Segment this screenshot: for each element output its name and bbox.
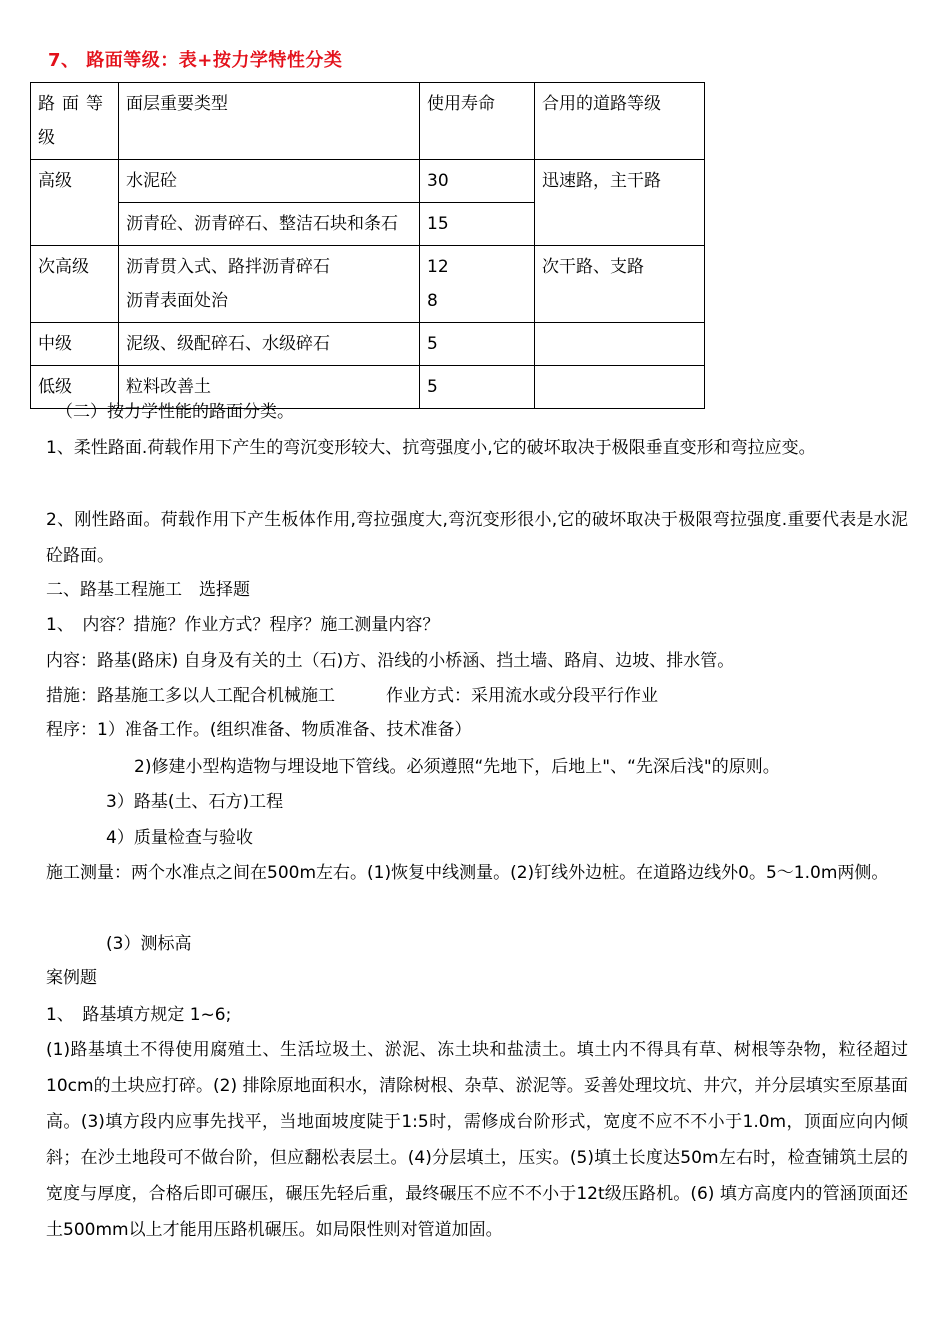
header-grade: 路面等级 [31,83,119,160]
paragraph: 1、柔性路面.荷载作用下产生的弯沉变形较大、抗弯强度小,它的破坏取决于极限垂直变形和弯拉应变。 [46,438,816,458]
paragraph: 2、刚性路面。荷载作用下产生板体作用,弯拉强度大,弯沉变形很小,它的破坏取决于极限弯拉强度.重要代表是水泥砼路面。 [46,510,908,566]
paragraph: (3）测标高 [106,934,192,954]
paragraph: 二、路基工程施工 选择题 [46,580,250,600]
cell-high-type-2: 沥青砼、沥青碎石、整洁石块和条石 [119,203,420,246]
paragraph: 1、 内容？措施？作业方式？程序？施工测量内容？ [46,615,440,635]
paragraph: 3）路基(土、石方)工程 [106,792,284,812]
cell-sub-type-2: 沥青表面处治 [126,291,228,311]
cell-low-type: 粒料改善土 [119,366,420,409]
paragraph: 施工测量：两个水准点之间在500m左右。(1)恢复中线测量。(2)钉线外边桩。在道路边线外0。5～1.0m两侧。 [46,863,889,883]
header-road: 合用的道路等级 [535,83,705,160]
table-row [31,323,705,366]
paragraph: 案例题 [46,968,97,988]
cell-high-type-1: 水泥砼 [119,160,420,203]
cell-sub-type-1: 沥青贯入式、路拌沥青碎石 [126,257,330,277]
table-row [31,246,705,323]
pavement-grade-table [30,82,705,409]
cell-sub-road: 次干路、支路 [535,246,705,323]
cell-mid-grade: 中级 [31,323,119,366]
cell-high-life-2: 15 [420,203,535,246]
cell-sub-type [119,246,420,323]
paragraph: 措施：路基施工多以人工配合机械施工 作业方式：采用流水或分段平行作业 [46,686,658,706]
cell-low-life: 5 [420,366,535,409]
header-life: 使用寿命 [420,83,535,160]
paragraph: 程序：1）准备工作。(组织准备、物质准备、技术准备） [46,720,472,740]
table-header-row [31,83,705,160]
paragraph: (1)路基填土不得使用腐殖土、生活垃圾土、淤泥、冻土块和盐渍土。填土内不得具有草、树根等杂物，粒径超过10cm的土块应打碎。(2) 排除原地面积水，清除树根、杂草、淤泥等。妥善处理坟坑、井穴，并分层填实至原基面高。(3)填方段内应事先找平，当地面坡度陡于1:5时，需修成台阶形式，宽度不应不不小于1.0m，顶面应向内倾斜；在沙土地段可不做台阶，但应翻松表层土。(4)分层填土，压实。(5)填土长度达50m左右时，检查铺筑土层的宽度与厚度，合格后即可碾压，碾压先轻后重，最终碾压不应不不小于12t级压路机。(6) 填方高度内的管涵顶面还土500mm以上才能用压路机碾压。如局限性则对管道加固。 [46,1040,908,1240]
cell-sub-life-1: 12 [427,257,449,277]
cell-mid-road [535,323,705,366]
paragraph: 内容：路基(路床) 自身及有关的土（石)方、沿线的小桥涵、挡土墙、路肩、边坡、排水管。 [46,651,735,671]
cell-sub-life [420,246,535,323]
cell-sub-life-2: 8 [427,291,438,311]
cell-mid-life: 5 [420,323,535,366]
table-row [31,160,705,203]
cell-sub-grade: 次高级 [31,246,119,323]
paragraph: 4）质量检查与验收 [106,828,253,848]
cell-high-life-1: 30 [420,160,535,203]
cell-high-grade: 高级 [31,160,119,246]
section-heading: 7、 路面等级：表+按力学特性分类 [48,50,343,71]
cell-mid-type: 泥级、级配碎石、水级碎石 [119,323,420,366]
paragraph: 1、 路基填方规定 1~6; [46,1005,232,1025]
paragraph: 2)修建小型构造物与埋设地下管线。必须遵照“先地下，后地上"、“先深后浅"的原则。 [134,757,780,777]
header-type: 面层重要类型 [119,83,420,160]
cell-high-road: 迅速路，主干路 [535,160,705,246]
cell-low-road [535,366,705,409]
paragraph: （二）按力学性能的路面分类。 [56,402,294,422]
cell-low-grade: 低级 [31,366,119,409]
